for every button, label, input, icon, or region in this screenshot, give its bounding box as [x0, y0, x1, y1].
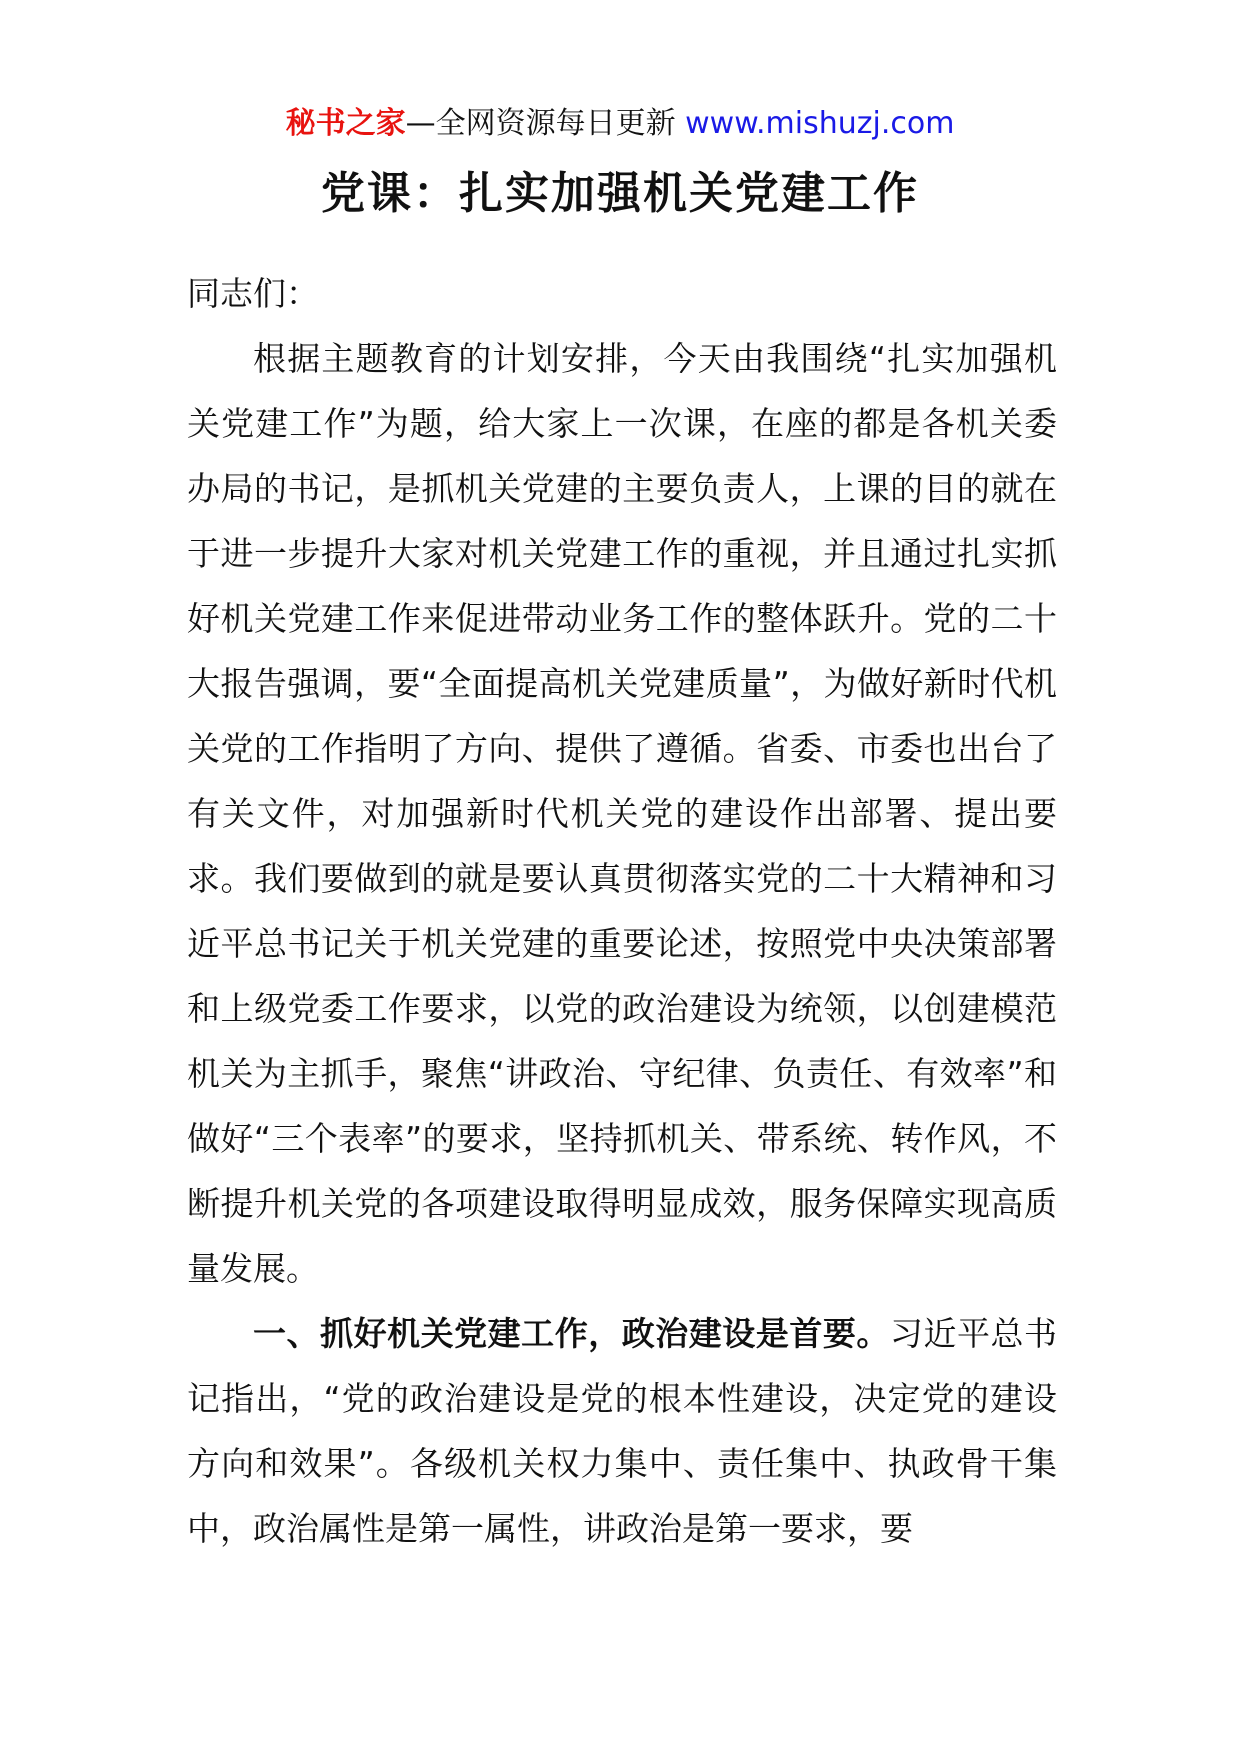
- section-1-heading: 一、抓好机关党建工作，政治建设是首要。: [253, 1314, 890, 1353]
- source-banner: [0, 104, 1240, 144]
- banner-brand: 秘书之家: [285, 106, 406, 141]
- salutation: 同志们：: [187, 274, 319, 313]
- paragraph-intro: 根据主题教育的计划安排，今天由我围绕“扎实加强机关党建工作”为题，给大家上一次课，在座的都是各机关委办局的书记，是抓机关党建的主要负责人，上课的目的就在于进一步提升大家对机关党建工作的重视，并且通过扎实抓好机关党建工作来促进带动业务工作的整体跃升。党的二十大报告强调，要“全面提高机关党建质量”，为做好新时代机关党的工作指明了方向、提供了遵循。省委、市委也出台了有关文件，对加强新时代机关党的建设作出部署、提出要求。我们要做到的就是要认真贯彻落实党的二十大精神和习近平总书记关于机关党建的重要论述，按照党中央决策部署和上级党委工作要求，以党的政治建设为统领，以创建模范机关为主抓手，聚焦“讲政治、守纪律、负责任、有效率”和做好“三个表率”的要求，坚持抓机关、带系统、转作风，不断提升机关党的各项建设取得明显成效，服务保障实现高质量发展。: [187, 339, 1057, 1288]
- banner-site-url[interactable]: www.mishuzj.com: [685, 106, 955, 141]
- document-body: [187, 261, 1057, 1561]
- paragraph-section-1: [187, 1301, 1057, 1561]
- document-title: 党课：扎实加强机关党建工作: [321, 168, 919, 219]
- banner-tagline: —全网资源每日更新: [405, 106, 686, 141]
- section-1-text: 习近平总书记指出，“党的政治建设是党的根本性建设，决定党的建设方向和效果”。各级机关权力集中、责任集中、执政骨干集中，政治属性是第一属性，讲政治是第一要求，要: [187, 1314, 1058, 1548]
